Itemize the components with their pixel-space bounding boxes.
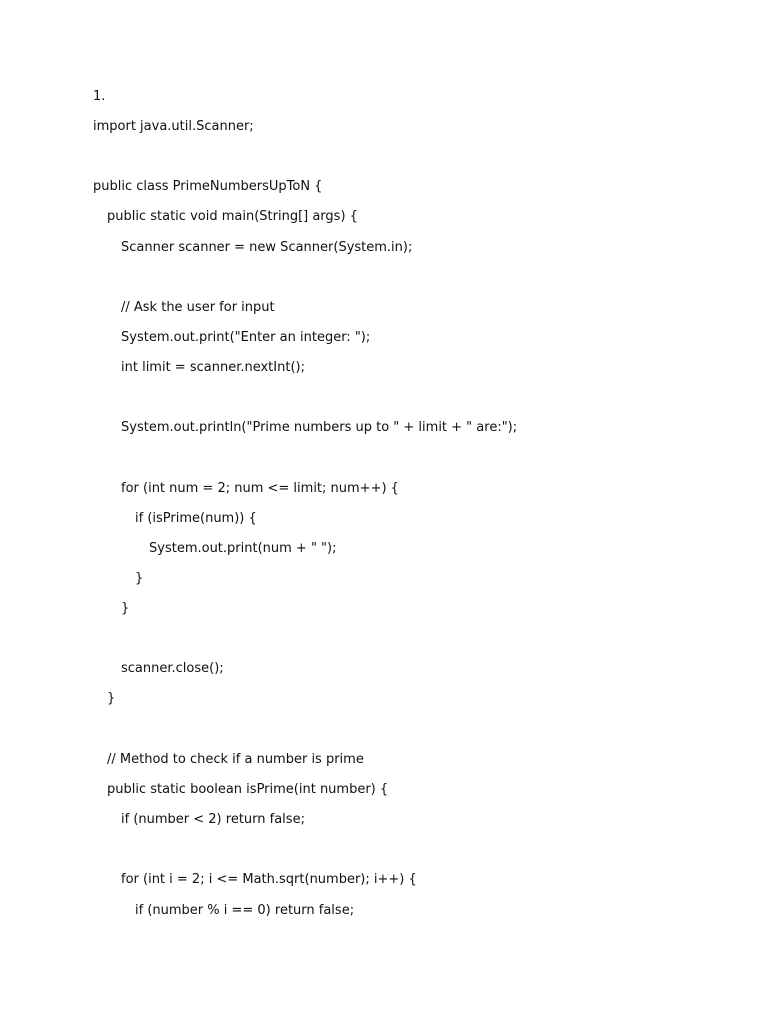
list-number: 1. [93,89,106,104]
code-line-class-declaration: public class PrimeNumbersUpToN { [93,179,323,194]
code-line-for-sqrt: for (int i = 2; i <= Math.sqrt(number); i++) { [121,872,417,887]
code-line-comment-input: // Ask the user for input [121,300,275,315]
code-line-print-header: System.out.println("Prime numbers up to " + limit + " are:"); [121,420,518,435]
code-line-main-declaration: public static void main(String[] args) { [107,209,358,224]
code-line-print-num: System.out.print(num + " "); [149,541,337,556]
code-line-comment-method: // Method to check if a number is prime [107,752,364,767]
code-line-close-if: } [135,571,144,586]
code-line-close-for: } [121,601,130,616]
code-line-close-main: } [107,691,116,706]
code-line-prompt: System.out.print("Enter an integer: "); [121,330,371,345]
code-line-for-loop: for (int num = 2; num <= limit; num++) { [121,481,399,496]
code-line-check-less-than-two: if (number < 2) return false; [121,812,305,827]
code-line-scanner-close: scanner.close(); [121,661,224,676]
code-line-isprime-declaration: public static boolean isPrime(int number) { [107,782,389,797]
code-line-scanner-init: Scanner scanner = new Scanner(System.in); [121,240,413,255]
code-line-read-limit: int limit = scanner.nextInt(); [121,360,305,375]
code-line-import: import java.util.Scanner; [93,119,254,134]
code-line-if-prime: if (isPrime(num)) { [135,511,257,526]
code-line-divisible-check: if (number % i == 0) return false; [135,903,355,918]
